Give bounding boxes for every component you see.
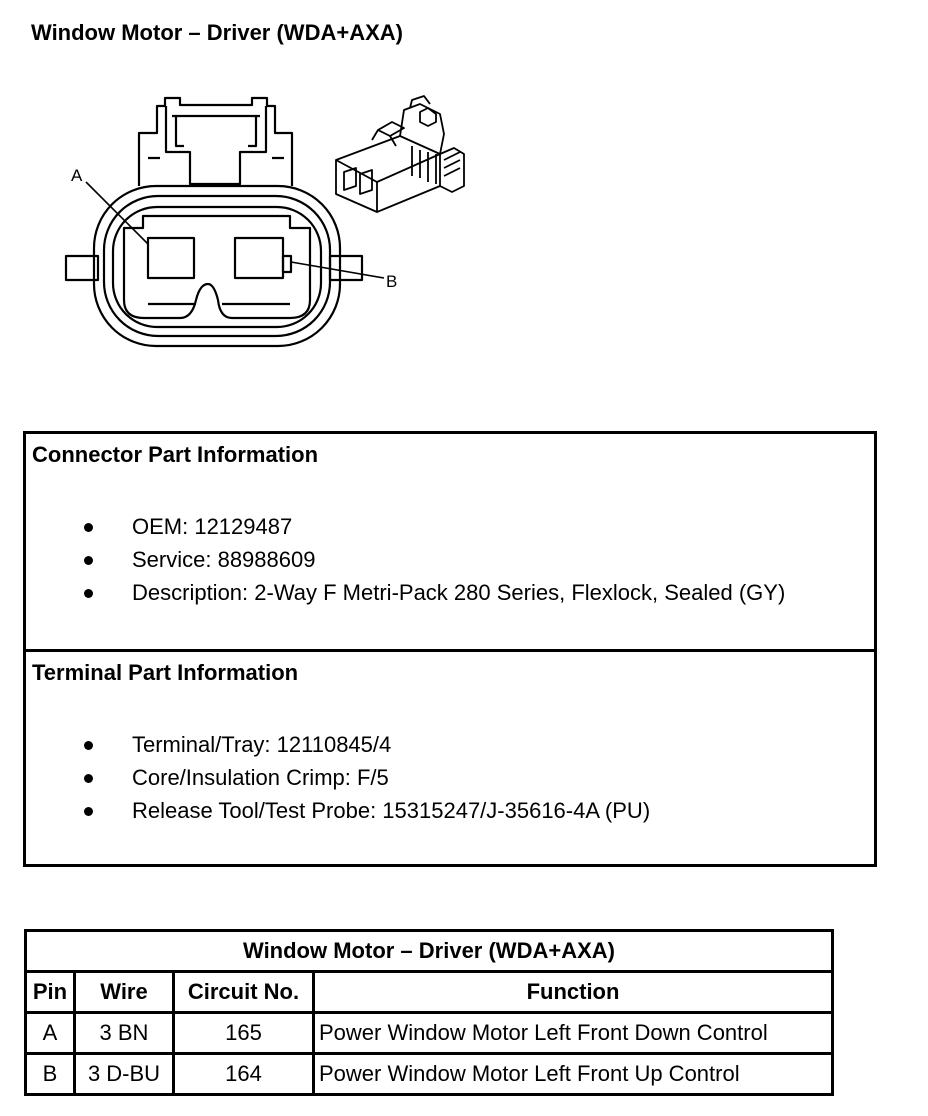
part-information-box <box>23 431 877 867</box>
connector-face-diagram <box>0 0 928 420</box>
list-item <box>26 730 874 763</box>
terminal-cavity-a <box>148 238 194 278</box>
terminal-tray: Terminal/Tray: 12110845/4 <box>132 732 392 757</box>
column-header-function: Function <box>314 972 833 1013</box>
wire-cell: 3 D-BU <box>75 1054 174 1095</box>
table-row <box>26 1013 833 1054</box>
list-item <box>26 763 874 796</box>
connector-description: Description: 2-Way F Metri-Pack 280 Series, Flexlock, Sealed (GY) <box>132 580 786 605</box>
terminal-info-list <box>26 730 874 829</box>
column-header-wire: Wire <box>75 972 174 1013</box>
pin-a-label: A <box>71 166 83 185</box>
page-title: Window Motor – Driver (WDA+AXA) <box>31 20 403 45</box>
terminal-b-latch <box>283 256 291 272</box>
bullet-icon <box>84 807 93 816</box>
connector-info-list <box>26 512 874 611</box>
circuit-cell: 164 <box>174 1054 314 1095</box>
terminal-crimp: Core/Insulation Crimp: F/5 <box>132 765 389 790</box>
terminal-cavity-b <box>235 238 283 278</box>
list-item <box>26 578 874 611</box>
bullet-icon <box>84 523 93 532</box>
function-cell: Power Window Motor Left Front Down Control <box>314 1013 833 1054</box>
table-title-row <box>26 931 833 972</box>
terminal-release-tool: Release Tool/Test Probe: 15315247/J-35616-4A (PU) <box>132 798 651 823</box>
pin-b-label: B <box>386 272 398 291</box>
connector-right-ear <box>330 256 362 280</box>
wire-cell: 3 BN <box>75 1013 174 1054</box>
list-item <box>26 545 874 578</box>
bullet-icon <box>84 741 93 750</box>
list-item <box>26 512 874 545</box>
connector-oem: OEM: 12129487 <box>132 514 293 539</box>
pin-cell: B <box>26 1054 75 1095</box>
connector-service: Service: 88988609 <box>132 547 316 572</box>
bullet-icon <box>84 774 93 783</box>
list-item <box>26 796 874 829</box>
table-header-row <box>26 972 833 1013</box>
column-header-circuit: Circuit No. <box>174 972 314 1013</box>
connector-part-info <box>26 434 874 652</box>
connector-isometric-view <box>336 96 464 212</box>
pin-assignment-table <box>24 929 834 1096</box>
bullet-icon <box>84 556 93 565</box>
table-title: Window Motor – Driver (WDA+AXA) <box>26 931 833 972</box>
terminal-info-heading: Terminal Part Information <box>32 660 299 685</box>
table-row <box>26 1054 833 1095</box>
column-header-pin: Pin <box>26 972 75 1013</box>
circuit-cell: 165 <box>174 1013 314 1054</box>
connector-lock-tab <box>139 98 292 186</box>
function-cell: Power Window Motor Left Front Up Control <box>314 1054 833 1095</box>
bullet-icon <box>84 589 93 598</box>
connector-info-heading: Connector Part Information <box>32 442 319 467</box>
connector-housing-outer <box>94 186 340 346</box>
pin-cell: A <box>26 1013 75 1054</box>
terminal-part-info <box>26 652 874 867</box>
pin-b-leader-line <box>291 262 384 278</box>
